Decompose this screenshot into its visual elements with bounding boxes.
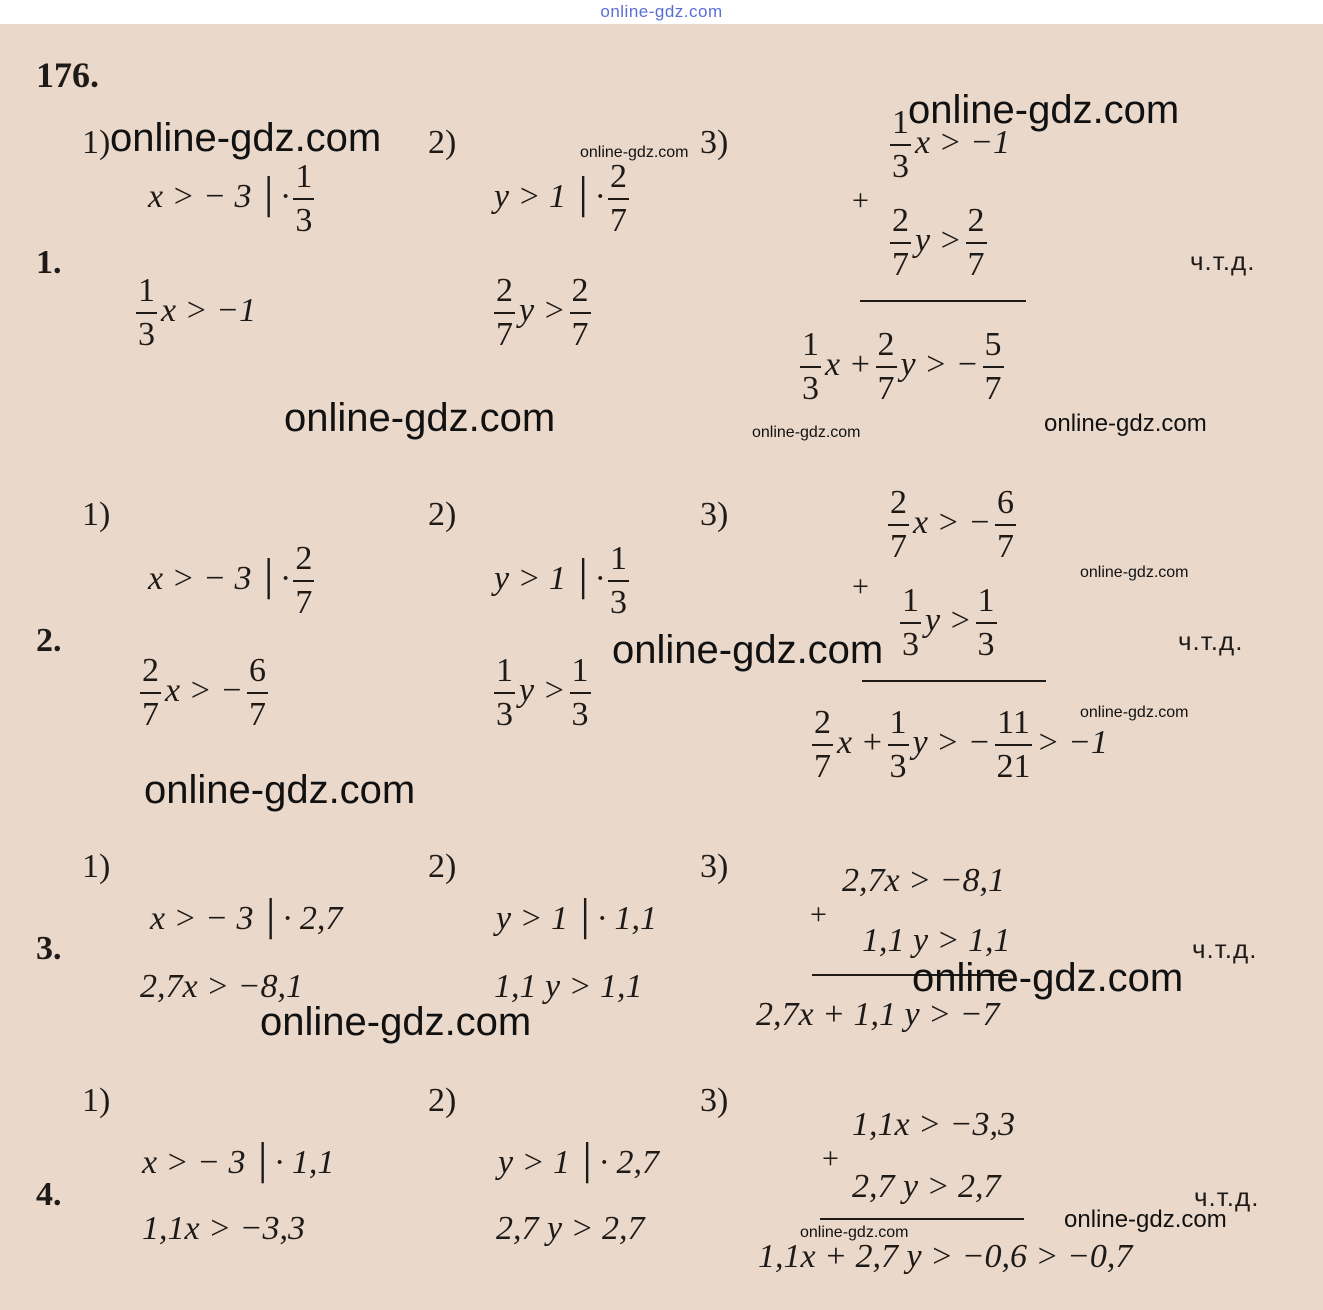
watermark: online-gdz.com (908, 88, 1180, 132)
qed-mark: ч.т.д. (1194, 1182, 1260, 1212)
addend-a: 2,7x > −8,1 (842, 862, 1005, 899)
row-number: 3. (36, 930, 62, 967)
step-result: 1,1x > −3,3 (142, 1210, 305, 1247)
watermark: online-gdz.com (580, 144, 689, 161)
subitem-label: 1) (82, 848, 111, 885)
sum-line (820, 1218, 1024, 1220)
addend-b: $\frac{2}{7}$ y > $\frac{2}{7}$ (892, 202, 985, 283)
subitem-label: 2) (428, 848, 457, 885)
qed-mark: ч.т.д. (1178, 626, 1244, 656)
subitem-label: 3) (700, 496, 729, 533)
plus-sign: + (852, 570, 869, 603)
plus-sign: + (852, 184, 869, 217)
watermark: online-gdz.com (912, 956, 1184, 1000)
addend-b: 2,7 y > 2,7 (852, 1168, 1001, 1205)
watermark: online-gdz.com (1064, 1206, 1227, 1233)
plus-sign: + (810, 898, 827, 931)
plus-sign: + (822, 1142, 839, 1175)
watermark: online-gdz.com (800, 1224, 909, 1241)
addend-a: 1,1x > −3,3 (852, 1106, 1015, 1143)
subitem-label: 1) (82, 124, 111, 161)
subitem-label: 3) (700, 1082, 729, 1119)
sum-line (862, 680, 1046, 682)
addend-a: $\frac{1}{3}$ x > −1 (892, 104, 1010, 185)
qed-mark: ч.т.д. (1190, 246, 1256, 276)
step-multiply: y > 1 │· $\frac{1}{3}$ (494, 540, 627, 621)
step-result: 2,7 y > 2,7 (496, 1210, 645, 1247)
addend-b: 1,1 y > 1,1 (862, 922, 1011, 959)
step-multiply: x > − 3 │· $\frac{1}{3}$ (148, 158, 313, 239)
step-multiply: x > − 3 │· 2,7 (150, 900, 343, 937)
step-result: 1,1 y > 1,1 (494, 968, 643, 1005)
row-number: 4. (36, 1176, 62, 1213)
qed-mark: ч.т.д. (1192, 934, 1258, 964)
sum-line (860, 300, 1026, 302)
watermark: online-gdz.com (260, 1000, 532, 1044)
step-result: $\frac{1}{3}$ x > −1 (138, 272, 256, 353)
subitem-label: 1) (82, 1082, 111, 1119)
subitem-label: 1) (82, 496, 111, 533)
step-result: $\frac{2}{7}$ x > − $\frac{6}{7}$ (142, 652, 266, 733)
watermark: online-gdz.com (1080, 704, 1189, 721)
step-multiply: x > − 3 │· 1,1 (142, 1144, 335, 1181)
addend-b: $\frac{1}{3}$ y > $\frac{1}{3}$ (902, 582, 995, 663)
watermark: online-gdz.com (144, 768, 416, 812)
subitem-label: 2) (428, 1082, 457, 1119)
subitem-label: 3) (700, 124, 729, 161)
step-result: $\frac{1}{3}$ y > $\frac{1}{3}$ (496, 652, 589, 733)
watermark: online-gdz.com (612, 628, 884, 672)
watermark: online-gdz.com (1080, 564, 1189, 581)
row-number: 1. (36, 244, 62, 281)
step-result: $\frac{2}{7}$ y > $\frac{2}{7}$ (496, 272, 589, 353)
watermark: online-gdz.com (1044, 410, 1207, 437)
subitem-label: 2) (428, 496, 457, 533)
subitem-label: 3) (700, 848, 729, 885)
addend-a: $\frac{2}{7}$ x > − $\frac{6}{7}$ (890, 484, 1014, 565)
step-multiply: y > 1 │· 1,1 (496, 900, 657, 937)
problem-number: 176. (36, 55, 99, 95)
textbook-page (0, 24, 1323, 1310)
watermark: online-gdz.com (752, 424, 861, 441)
step-result: 2,7x > −8,1 (140, 968, 303, 1005)
sum-result: 2,7x + 1,1 y > −7 (756, 996, 1000, 1033)
sum-result: 1,1x + 2,7 y > −0,6 > −0,7 (758, 1238, 1133, 1275)
step-multiply: y > 1 │· $\frac{2}{7}$ (494, 158, 627, 239)
sum-result: $\frac{2}{7}$ x + $\frac{1}{3}$ y > − $\frac{11}{21}$ > −1 (814, 704, 1108, 785)
row-number: 2. (36, 622, 62, 659)
watermark: online-gdz.com (284, 396, 556, 440)
subitem-label: 2) (428, 124, 457, 161)
step-multiply: x > − 3 │· $\frac{2}{7}$ (148, 540, 313, 621)
step-multiply: y > 1 │· 2,7 (498, 1144, 659, 1181)
sum-result: $\frac{1}{3}$ x + $\frac{2}{7}$ y > − $\frac{5}{7}$ (802, 326, 1002, 407)
watermark: online-gdz.com (110, 116, 382, 160)
top-watermark: online-gdz.com (600, 2, 723, 21)
